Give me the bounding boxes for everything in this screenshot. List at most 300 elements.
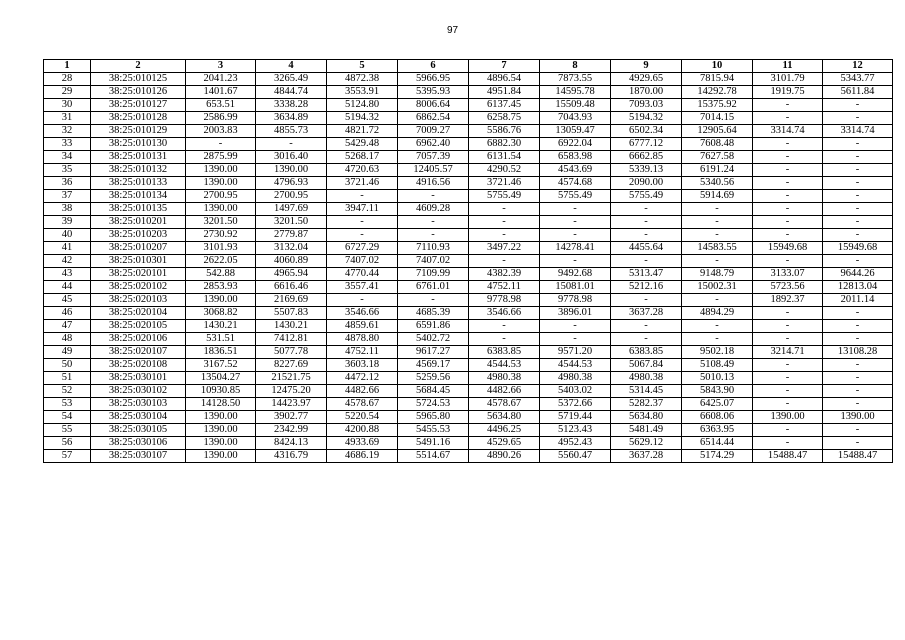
table-cell: - <box>823 333 893 346</box>
table-cell: 2730.92 <box>186 229 256 242</box>
table-cell: - <box>469 216 540 229</box>
table-cell: 4796.93 <box>256 177 327 190</box>
table-cell: - <box>327 294 398 307</box>
table-cell: - <box>823 255 893 268</box>
table-cell: 4455.64 <box>611 242 682 255</box>
table-cell: 6583.98 <box>540 151 611 164</box>
table-cell: 3201.50 <box>186 216 256 229</box>
table-cell: 13108.28 <box>823 346 893 359</box>
table-cell: 33 <box>44 138 91 151</box>
table-cell: - <box>753 177 823 190</box>
table-cell: 1430.21 <box>256 320 327 333</box>
table-row <box>44 424 893 437</box>
column-header: 4 <box>256 60 327 73</box>
table-cell: 3214.71 <box>753 346 823 359</box>
table-cell: 542.88 <box>186 268 256 281</box>
table-cell: - <box>753 398 823 411</box>
table-cell: 30 <box>44 99 91 112</box>
table-cell: 49 <box>44 346 91 359</box>
table-row <box>44 268 893 281</box>
table-cell: - <box>753 437 823 450</box>
table-cell: 4916.56 <box>398 177 469 190</box>
table-cell: 6137.45 <box>469 99 540 112</box>
table-cell: 5268.17 <box>327 151 398 164</box>
page-number: 97 <box>446 25 459 36</box>
table-cell: 44 <box>44 281 91 294</box>
table-cell: 41 <box>44 242 91 255</box>
table-cell: 1390.00 <box>186 294 256 307</box>
table-cell: 5629.12 <box>611 437 682 450</box>
table-cell: 6962.40 <box>398 138 469 151</box>
table-cell: 29 <box>44 86 91 99</box>
table-cell: 5843.90 <box>682 385 753 398</box>
table-cell: 4980.38 <box>611 372 682 385</box>
table-cell: 3634.89 <box>256 112 327 125</box>
table-row <box>44 138 893 151</box>
table-cell: 15081.01 <box>540 281 611 294</box>
column-header: 6 <box>398 60 469 73</box>
table-cell: - <box>469 320 540 333</box>
table-cell: - <box>823 138 893 151</box>
table-cell: 2779.87 <box>256 229 327 242</box>
table-cell: 7057.39 <box>398 151 469 164</box>
table-cell: 5560.47 <box>540 450 611 463</box>
table-cell: - <box>469 203 540 216</box>
table-row <box>44 177 893 190</box>
table-cell: - <box>753 138 823 151</box>
table-cell: - <box>469 333 540 346</box>
table-cell: 14423.97 <box>256 398 327 411</box>
table-cell: 15488.47 <box>753 450 823 463</box>
table-cell: 55 <box>44 424 91 437</box>
table-cell: 4878.80 <box>327 333 398 346</box>
table-cell: 7815.94 <box>682 73 753 86</box>
table-cell: - <box>540 229 611 242</box>
table-cell: 9571.20 <box>540 346 611 359</box>
table-cell: 38:25:030105 <box>91 424 186 437</box>
table-cell: - <box>682 229 753 242</box>
table-cell: 2041.23 <box>186 73 256 86</box>
table-row <box>44 190 893 203</box>
table-cell: 5339.13 <box>611 164 682 177</box>
table-cell: - <box>753 372 823 385</box>
table-cell: 5755.49 <box>540 190 611 203</box>
table-cell: 15375.92 <box>682 99 753 112</box>
table-row <box>44 229 893 242</box>
table-cell: 5755.49 <box>611 190 682 203</box>
table-cell: 32 <box>44 125 91 138</box>
table-cell: 6363.95 <box>682 424 753 437</box>
table-cell: 4290.52 <box>469 164 540 177</box>
table-cell: 54 <box>44 411 91 424</box>
table-cell: 653.51 <box>186 99 256 112</box>
table-cell: 5313.47 <box>611 268 682 281</box>
table-cell: 4685.39 <box>398 307 469 320</box>
table-cell: 4543.69 <box>540 164 611 177</box>
table-cell: 1390.00 <box>186 164 256 177</box>
table-cell: 38:25:010125 <box>91 73 186 86</box>
table-cell: 5314.45 <box>611 385 682 398</box>
table-cell: 38:25:020104 <box>91 307 186 320</box>
table-cell: 5755.49 <box>469 190 540 203</box>
table-row <box>44 255 893 268</box>
table-cell: 40 <box>44 229 91 242</box>
table-cell: 5123.43 <box>540 424 611 437</box>
table-cell: - <box>469 255 540 268</box>
table-cell: 4609.28 <box>398 203 469 216</box>
table-cell: - <box>682 216 753 229</box>
table-cell: 4496.25 <box>469 424 540 437</box>
table-cell: 15949.68 <box>823 242 893 255</box>
table-cell: 42 <box>44 255 91 268</box>
column-header: 11 <box>753 60 823 73</box>
table-cell: 5395.93 <box>398 86 469 99</box>
table-cell: 4382.39 <box>469 268 540 281</box>
table-cell: 4060.89 <box>256 255 327 268</box>
table-cell: 7110.93 <box>398 242 469 255</box>
table-cell: 14128.50 <box>186 398 256 411</box>
table-cell: 1390.00 <box>186 424 256 437</box>
table-cell: 1919.75 <box>753 86 823 99</box>
table-cell: 5965.80 <box>398 411 469 424</box>
table-cell: 4200.88 <box>327 424 398 437</box>
table-cell: 6131.54 <box>469 151 540 164</box>
table-row <box>44 437 893 450</box>
table-cell: - <box>682 255 753 268</box>
table-cell: 5282.37 <box>611 398 682 411</box>
table-cell: 5611.84 <box>823 86 893 99</box>
table-cell: - <box>611 216 682 229</box>
table-cell: 8227.69 <box>256 359 327 372</box>
table-row <box>44 372 893 385</box>
table-cell: 2622.05 <box>186 255 256 268</box>
table-cell: - <box>753 112 823 125</box>
table-cell: - <box>611 294 682 307</box>
table-cell: 5220.54 <box>327 411 398 424</box>
table-cell: 4855.73 <box>256 125 327 138</box>
table-cell: - <box>682 294 753 307</box>
table-cell: 3265.49 <box>256 73 327 86</box>
table-body <box>44 73 893 463</box>
table-cell: - <box>823 190 893 203</box>
table-cell: 5194.32 <box>327 112 398 125</box>
table-row <box>44 73 893 86</box>
table-cell: - <box>823 385 893 398</box>
table-cell: - <box>823 112 893 125</box>
table-cell: 5724.53 <box>398 398 469 411</box>
column-header: 9 <box>611 60 682 73</box>
table-cell: 9778.98 <box>540 294 611 307</box>
table-row <box>44 307 893 320</box>
table-cell: 28 <box>44 73 91 86</box>
table-cell: 9644.26 <box>823 268 893 281</box>
table-cell: 6258.75 <box>469 112 540 125</box>
table-cell: - <box>611 255 682 268</box>
table-cell: - <box>823 424 893 437</box>
table-cell: 3132.04 <box>256 242 327 255</box>
table-cell: 12475.20 <box>256 385 327 398</box>
table-cell: 4951.84 <box>469 86 540 99</box>
table-cell: 38 <box>44 203 91 216</box>
table-cell: - <box>398 190 469 203</box>
table-cell: 35 <box>44 164 91 177</box>
table-cell: - <box>753 229 823 242</box>
table-cell: 6191.24 <box>682 164 753 177</box>
table-cell: 1497.69 <box>256 203 327 216</box>
table-row <box>44 281 893 294</box>
table-cell: 4544.53 <box>540 359 611 372</box>
table-header-row <box>44 60 893 73</box>
column-header: 7 <box>469 60 540 73</box>
table-row <box>44 203 893 216</box>
table-cell: 8424.13 <box>256 437 327 450</box>
table-cell: 21521.75 <box>256 372 327 385</box>
table-cell: 7014.15 <box>682 112 753 125</box>
table-cell: - <box>823 216 893 229</box>
table-cell: 6761.01 <box>398 281 469 294</box>
table-cell: 2700.95 <box>186 190 256 203</box>
table-cell: 1390.00 <box>186 203 256 216</box>
table-cell: 2875.99 <box>186 151 256 164</box>
table-cell: 4980.38 <box>469 372 540 385</box>
table-cell: 5723.56 <box>753 281 823 294</box>
table-cell: 4544.53 <box>469 359 540 372</box>
table-cell: 5010.13 <box>682 372 753 385</box>
table-cell: 4965.94 <box>256 268 327 281</box>
table-cell: 38:25:020101 <box>91 268 186 281</box>
table-cell: - <box>823 203 893 216</box>
table-cell: 5124.80 <box>327 99 398 112</box>
table-cell: 7093.03 <box>611 99 682 112</box>
table-cell: 7627.58 <box>682 151 753 164</box>
table-cell: - <box>753 385 823 398</box>
table-cell: 9148.79 <box>682 268 753 281</box>
table-cell: 6882.30 <box>469 138 540 151</box>
table-cell: 3721.46 <box>327 177 398 190</box>
table-cell: 38:25:010134 <box>91 190 186 203</box>
table-cell: 4529.65 <box>469 437 540 450</box>
table-cell: 1401.67 <box>186 86 256 99</box>
table-cell: 9617.27 <box>398 346 469 359</box>
table-cell: 1390.00 <box>186 411 256 424</box>
table-cell: 1430.21 <box>186 320 256 333</box>
table-cell: 5343.77 <box>823 73 893 86</box>
table-cell: - <box>611 203 682 216</box>
table-cell: - <box>327 190 398 203</box>
table-cell: 5077.78 <box>256 346 327 359</box>
table-cell: 15002.31 <box>682 281 753 294</box>
table-cell: 4872.38 <box>327 73 398 86</box>
table-cell: 5514.67 <box>398 450 469 463</box>
table-row <box>44 242 893 255</box>
table-cell: 4752.11 <box>469 281 540 294</box>
table-cell: 5372.66 <box>540 398 611 411</box>
table-cell: 1390.00 <box>753 411 823 424</box>
table-row <box>44 216 893 229</box>
table-cell: 4574.68 <box>540 177 611 190</box>
table-cell: 3068.82 <box>186 307 256 320</box>
table-cell: 14583.55 <box>682 242 753 255</box>
table-cell: 5402.72 <box>398 333 469 346</box>
table-cell: 3947.11 <box>327 203 398 216</box>
table-cell: 38:25:010135 <box>91 203 186 216</box>
table-cell: - <box>682 320 753 333</box>
table-cell: 12405.57 <box>398 164 469 177</box>
table-cell: 38:25:010128 <box>91 112 186 125</box>
table-cell: 3201.50 <box>256 216 327 229</box>
table-cell: 3721.46 <box>469 177 540 190</box>
table-cell: 3637.28 <box>611 450 682 463</box>
table-cell: 5586.76 <box>469 125 540 138</box>
table-cell: 6662.85 <box>611 151 682 164</box>
table-cell: - <box>753 424 823 437</box>
table-cell: 7043.93 <box>540 112 611 125</box>
table-cell: 531.51 <box>186 333 256 346</box>
table-cell: 7608.48 <box>682 138 753 151</box>
table-cell: 3497.22 <box>469 242 540 255</box>
table-cell: 5212.16 <box>611 281 682 294</box>
table-cell: - <box>823 437 893 450</box>
table-cell: 1390.00 <box>186 437 256 450</box>
table-cell: 3546.66 <box>469 307 540 320</box>
table-cell: - <box>327 229 398 242</box>
table-cell: - <box>398 294 469 307</box>
table-cell: 12813.04 <box>823 281 893 294</box>
table-cell: - <box>540 320 611 333</box>
table-cell: 13059.47 <box>540 125 611 138</box>
table-cell: 2169.69 <box>256 294 327 307</box>
table-cell: - <box>753 164 823 177</box>
table-cell: 38:25:020108 <box>91 359 186 372</box>
table-cell: 5634.80 <box>469 411 540 424</box>
table-cell: 9492.68 <box>540 268 611 281</box>
table-cell: 37 <box>44 190 91 203</box>
table-cell: 38:25:030103 <box>91 398 186 411</box>
table-cell: - <box>540 203 611 216</box>
table-cell: 38:25:030102 <box>91 385 186 398</box>
table-cell: 38:25:010201 <box>91 216 186 229</box>
table-cell: 4821.72 <box>327 125 398 138</box>
table-cell: 4472.12 <box>327 372 398 385</box>
table-cell: 5914.69 <box>682 190 753 203</box>
table-cell: 3603.18 <box>327 359 398 372</box>
table-cell: 15509.48 <box>540 99 611 112</box>
table-cell: 1390.00 <box>256 164 327 177</box>
table-row <box>44 125 893 138</box>
table-cell: 15488.47 <box>823 450 893 463</box>
table-cell: 14595.78 <box>540 86 611 99</box>
table-cell: 2586.99 <box>186 112 256 125</box>
table-row <box>44 151 893 164</box>
table-cell: 5719.44 <box>540 411 611 424</box>
table-cell: 38:25:010130 <box>91 138 186 151</box>
table-cell: 4316.79 <box>256 450 327 463</box>
table-cell: 7873.55 <box>540 73 611 86</box>
table-cell: 12905.64 <box>682 125 753 138</box>
table-cell: 46 <box>44 307 91 320</box>
table-cell: 14292.78 <box>682 86 753 99</box>
table-row <box>44 333 893 346</box>
table-cell: 5067.84 <box>611 359 682 372</box>
table-cell: 38:25:020103 <box>91 294 186 307</box>
table-cell: 5403.02 <box>540 385 611 398</box>
table-cell: - <box>823 372 893 385</box>
table-cell: 7412.81 <box>256 333 327 346</box>
table-cell: - <box>753 151 823 164</box>
table-cell: 5340.56 <box>682 177 753 190</box>
table-cell: 4686.19 <box>327 450 398 463</box>
table-cell: 4952.43 <box>540 437 611 450</box>
table-cell: 38:25:020107 <box>91 346 186 359</box>
column-header: 2 <box>91 60 186 73</box>
table-cell: - <box>753 359 823 372</box>
table-cell: 3338.28 <box>256 99 327 112</box>
table-cell: 5634.80 <box>611 411 682 424</box>
table-cell: - <box>540 255 611 268</box>
table-cell: 38:25:010126 <box>91 86 186 99</box>
table-cell: 2003.83 <box>186 125 256 138</box>
table-cell: 38:25:010132 <box>91 164 186 177</box>
table-cell: - <box>753 333 823 346</box>
table-cell: 14278.41 <box>540 242 611 255</box>
table-cell: 3314.74 <box>823 125 893 138</box>
table-cell: 7407.02 <box>327 255 398 268</box>
table-cell: 34 <box>44 151 91 164</box>
table-cell: 4752.11 <box>327 346 398 359</box>
table-cell: 6777.12 <box>611 138 682 151</box>
table-cell: 1836.51 <box>186 346 256 359</box>
table-cell: 5507.83 <box>256 307 327 320</box>
table-cell: 51 <box>44 372 91 385</box>
table-cell: 4859.61 <box>327 320 398 333</box>
table-cell: 4578.67 <box>327 398 398 411</box>
table-cell: - <box>540 333 611 346</box>
table-row <box>44 99 893 112</box>
table-cell: 38:25:010207 <box>91 242 186 255</box>
table-cell: - <box>611 333 682 346</box>
table-cell: 4578.67 <box>469 398 540 411</box>
table-cell: 1870.00 <box>611 86 682 99</box>
table-cell: - <box>398 216 469 229</box>
table-cell: 6862.54 <box>398 112 469 125</box>
table-cell: 38:25:010301 <box>91 255 186 268</box>
table-cell: - <box>823 359 893 372</box>
table-cell: - <box>823 151 893 164</box>
table-cell: 5429.48 <box>327 138 398 151</box>
table-row <box>44 164 893 177</box>
table-cell: 53 <box>44 398 91 411</box>
table-cell: 5966.95 <box>398 73 469 86</box>
table-cell: 5491.16 <box>398 437 469 450</box>
table-cell: 6616.46 <box>256 281 327 294</box>
table-cell: 38:25:030107 <box>91 450 186 463</box>
table-row <box>44 411 893 424</box>
table-cell: 13504.27 <box>186 372 256 385</box>
table-cell: - <box>823 164 893 177</box>
table-cell: - <box>469 229 540 242</box>
table-row <box>44 359 893 372</box>
table-cell: 36 <box>44 177 91 190</box>
table-cell: 1390.00 <box>186 177 256 190</box>
table-cell: - <box>327 216 398 229</box>
table-cell: 4933.69 <box>327 437 398 450</box>
table-cell: 6608.06 <box>682 411 753 424</box>
table-cell: 4844.74 <box>256 86 327 99</box>
table-cell: 4896.54 <box>469 73 540 86</box>
table-cell: 6383.85 <box>611 346 682 359</box>
table-cell: 38:25:010127 <box>91 99 186 112</box>
table-cell: 6425.07 <box>682 398 753 411</box>
